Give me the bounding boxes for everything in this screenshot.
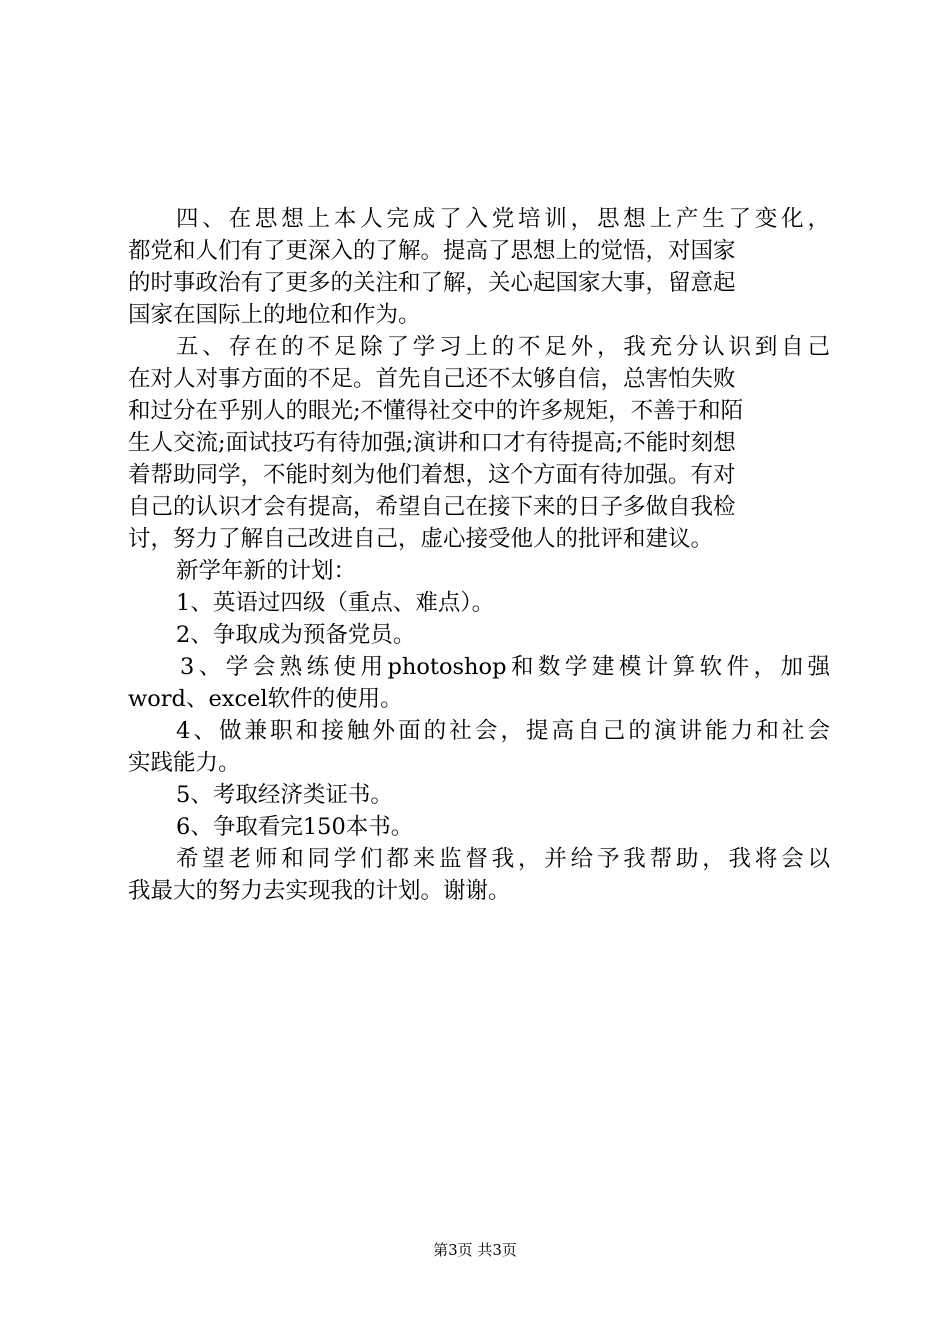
text-line: 和过分在乎别人的眼光;不懂得社交中的许多规矩，不善于和陌: [128, 398, 744, 424]
text-line: 都党和人们有了更深入的了解。提高了思想上的觉悟，对国家: [128, 238, 736, 264]
text-line: 希望老师和同学们都来监督我，并给予我帮助，我将会以: [176, 846, 830, 872]
text-line: 国家在国际上的地位和作为。: [128, 302, 421, 328]
text-line: 4、做兼职和接触外面的社会，提高自己的演讲能力和社会: [176, 718, 830, 744]
text-line: 我最大的努力去实现我的计划。谢谢。: [128, 878, 511, 904]
text-line: 的时事政治有了更多的关注和了解，关心起国家大事，留意起: [128, 270, 736, 296]
page-number-footer: 第3页 共3页: [433, 1241, 517, 1259]
text-line: 新学年新的计划：: [176, 558, 357, 584]
text-line: 自己的认识才会有提高，希望自己在接下来的日子多做自我检: [128, 494, 736, 520]
text-line: 讨，努力了解自己改进自己，虚心接受他人的批评和建议。: [128, 526, 714, 552]
text-line: 6、争取看完150本书。: [176, 814, 414, 840]
text-line: 1、英语过四级（重点、难点）。: [176, 590, 495, 616]
text-line: 实践能力。: [128, 750, 241, 776]
text-line: 四、在思想上本人完成了入党培训，思想上产生了变化，: [176, 206, 830, 232]
text-line: 3、学会熟练使用photoshop和数学建模计算软件，加强: [180, 654, 830, 680]
text-line: word、excel软件的使用。: [128, 686, 403, 712]
text-line: 5、考取经济类证书。: [176, 782, 393, 808]
text-line: 在对人对事方面的不足。首先自己还不太够自信，总害怕失败: [128, 366, 736, 392]
text-line: 2、争取成为预备党员。: [176, 622, 416, 648]
text-line: 生人交流;面试技巧有待加强;演讲和口才有待提高;不能时刻想: [128, 430, 736, 456]
text-line: 着帮助同学，不能时刻为他们着想，这个方面有待加强。有对: [128, 462, 736, 488]
text-line: 五、存在的不足除了学习上的不足外，我充分认识到自己: [176, 334, 830, 360]
